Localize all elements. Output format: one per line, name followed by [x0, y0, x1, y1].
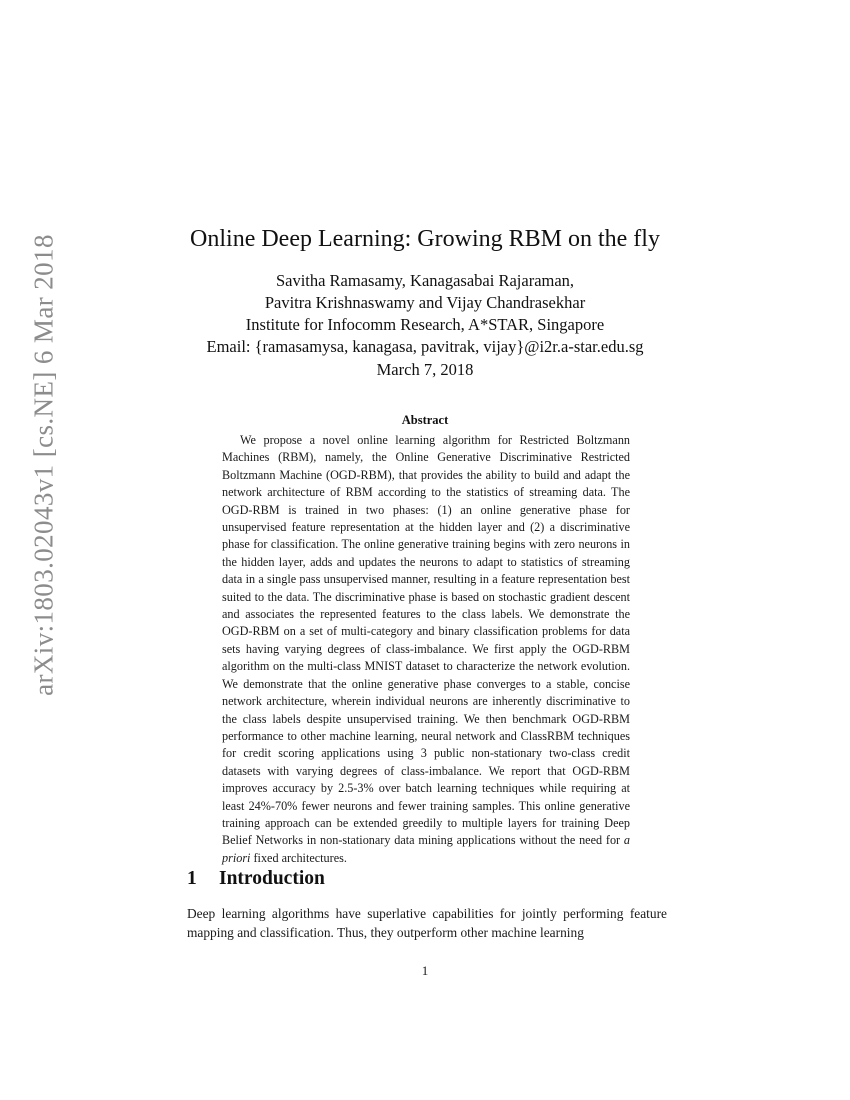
section-number: 1 [187, 868, 197, 889]
paper-title: Online Deep Learning: Growing RBM on the fly [190, 226, 660, 252]
section-title: Introduction [219, 868, 325, 889]
abstract-text [222, 432, 630, 867]
introduction-text: Deep learning algorithms have superlative capabilities for jointly performing feature mapping and classification. Thus, they outperform other machine learning [187, 906, 667, 940]
author-names-line-1: Savitha Ramasamy, Kanagasabai Rajaraman, [275, 271, 575, 290]
author-block [0, 270, 850, 358]
abstract-text-main: We propose a novel online learning algorithm for Restricted Boltzmann Machines (RBM), namely, the Online Generative Discriminative Restricted Boltzmann Machine (OGD-RBM), that provides the ability to build and adapt the network architecture of RBM according to the statistics of streaming data. The OGD-RBM is trained in two phases: (1) an online generative phase for unsupervised feature representation at the hidden layer and (2) a discriminative phase for classification. The online generative training begins with zero neurons in the hidden layer, adds and updates the neurons to adapt to statistics of streaming data in a single pass unsupervised manner, resulting in a feature representation best suited to the data. The discriminative phase is based on stochastic gradient descent and associates the represented features to the class labels. We demonstrate the OGD-RBM on a set of multi-category and binary classification problems for data sets having varying degrees of class-imbalance. We first apply the OGD-RBM algorithm on the multi-class MNIST dataset to characterize the network evolution. We demonstrate that the online generative phase converges to a stable, concise network architecture, wherein individual neurons are inherently discriminative to the class labels despite unsupervised training. We then benchmark OGD-RBM performance to other machine learning, neural network and ClassRBM techniques for credit scoring applications using 3 public non-stationary two-class credit datasets with varying degrees of class-imbalance. We report that OGD-RBM improves accuracy by 2.5-3% over batch learning techniques while requiring at least 24%-70% fewer neurons and fewer training samples. This online generative training approach can be extended greedily to multiple layers for training Deep Belief Networks in non-stationary data mining applications without the need for [222, 433, 630, 848]
author-email: Email: {ramasamysa, kanagasa, pavitrak, vijay}@i2r.a-star.edu.sg [206, 337, 644, 356]
arxiv-identifier-stamp: arXiv:1803.02043v1 [cs.NE] 6 Mar 2018 [28, 234, 59, 696]
author-names-line-2: Pavitra Krishnaswamy and Vijay Chandrasekhar [264, 293, 586, 312]
author-affiliation: Institute for Infocomm Research, A*STAR, Singapore [245, 315, 605, 334]
paper-date: March 7, 2018 [376, 360, 474, 379]
abstract-heading: Abstract [401, 413, 449, 427]
page-number: 1 [421, 963, 429, 978]
abstract-text-tail: fixed architectures. [250, 850, 347, 865]
section-heading [187, 868, 325, 890]
abstract-italic-term: a priori [222, 833, 631, 865]
